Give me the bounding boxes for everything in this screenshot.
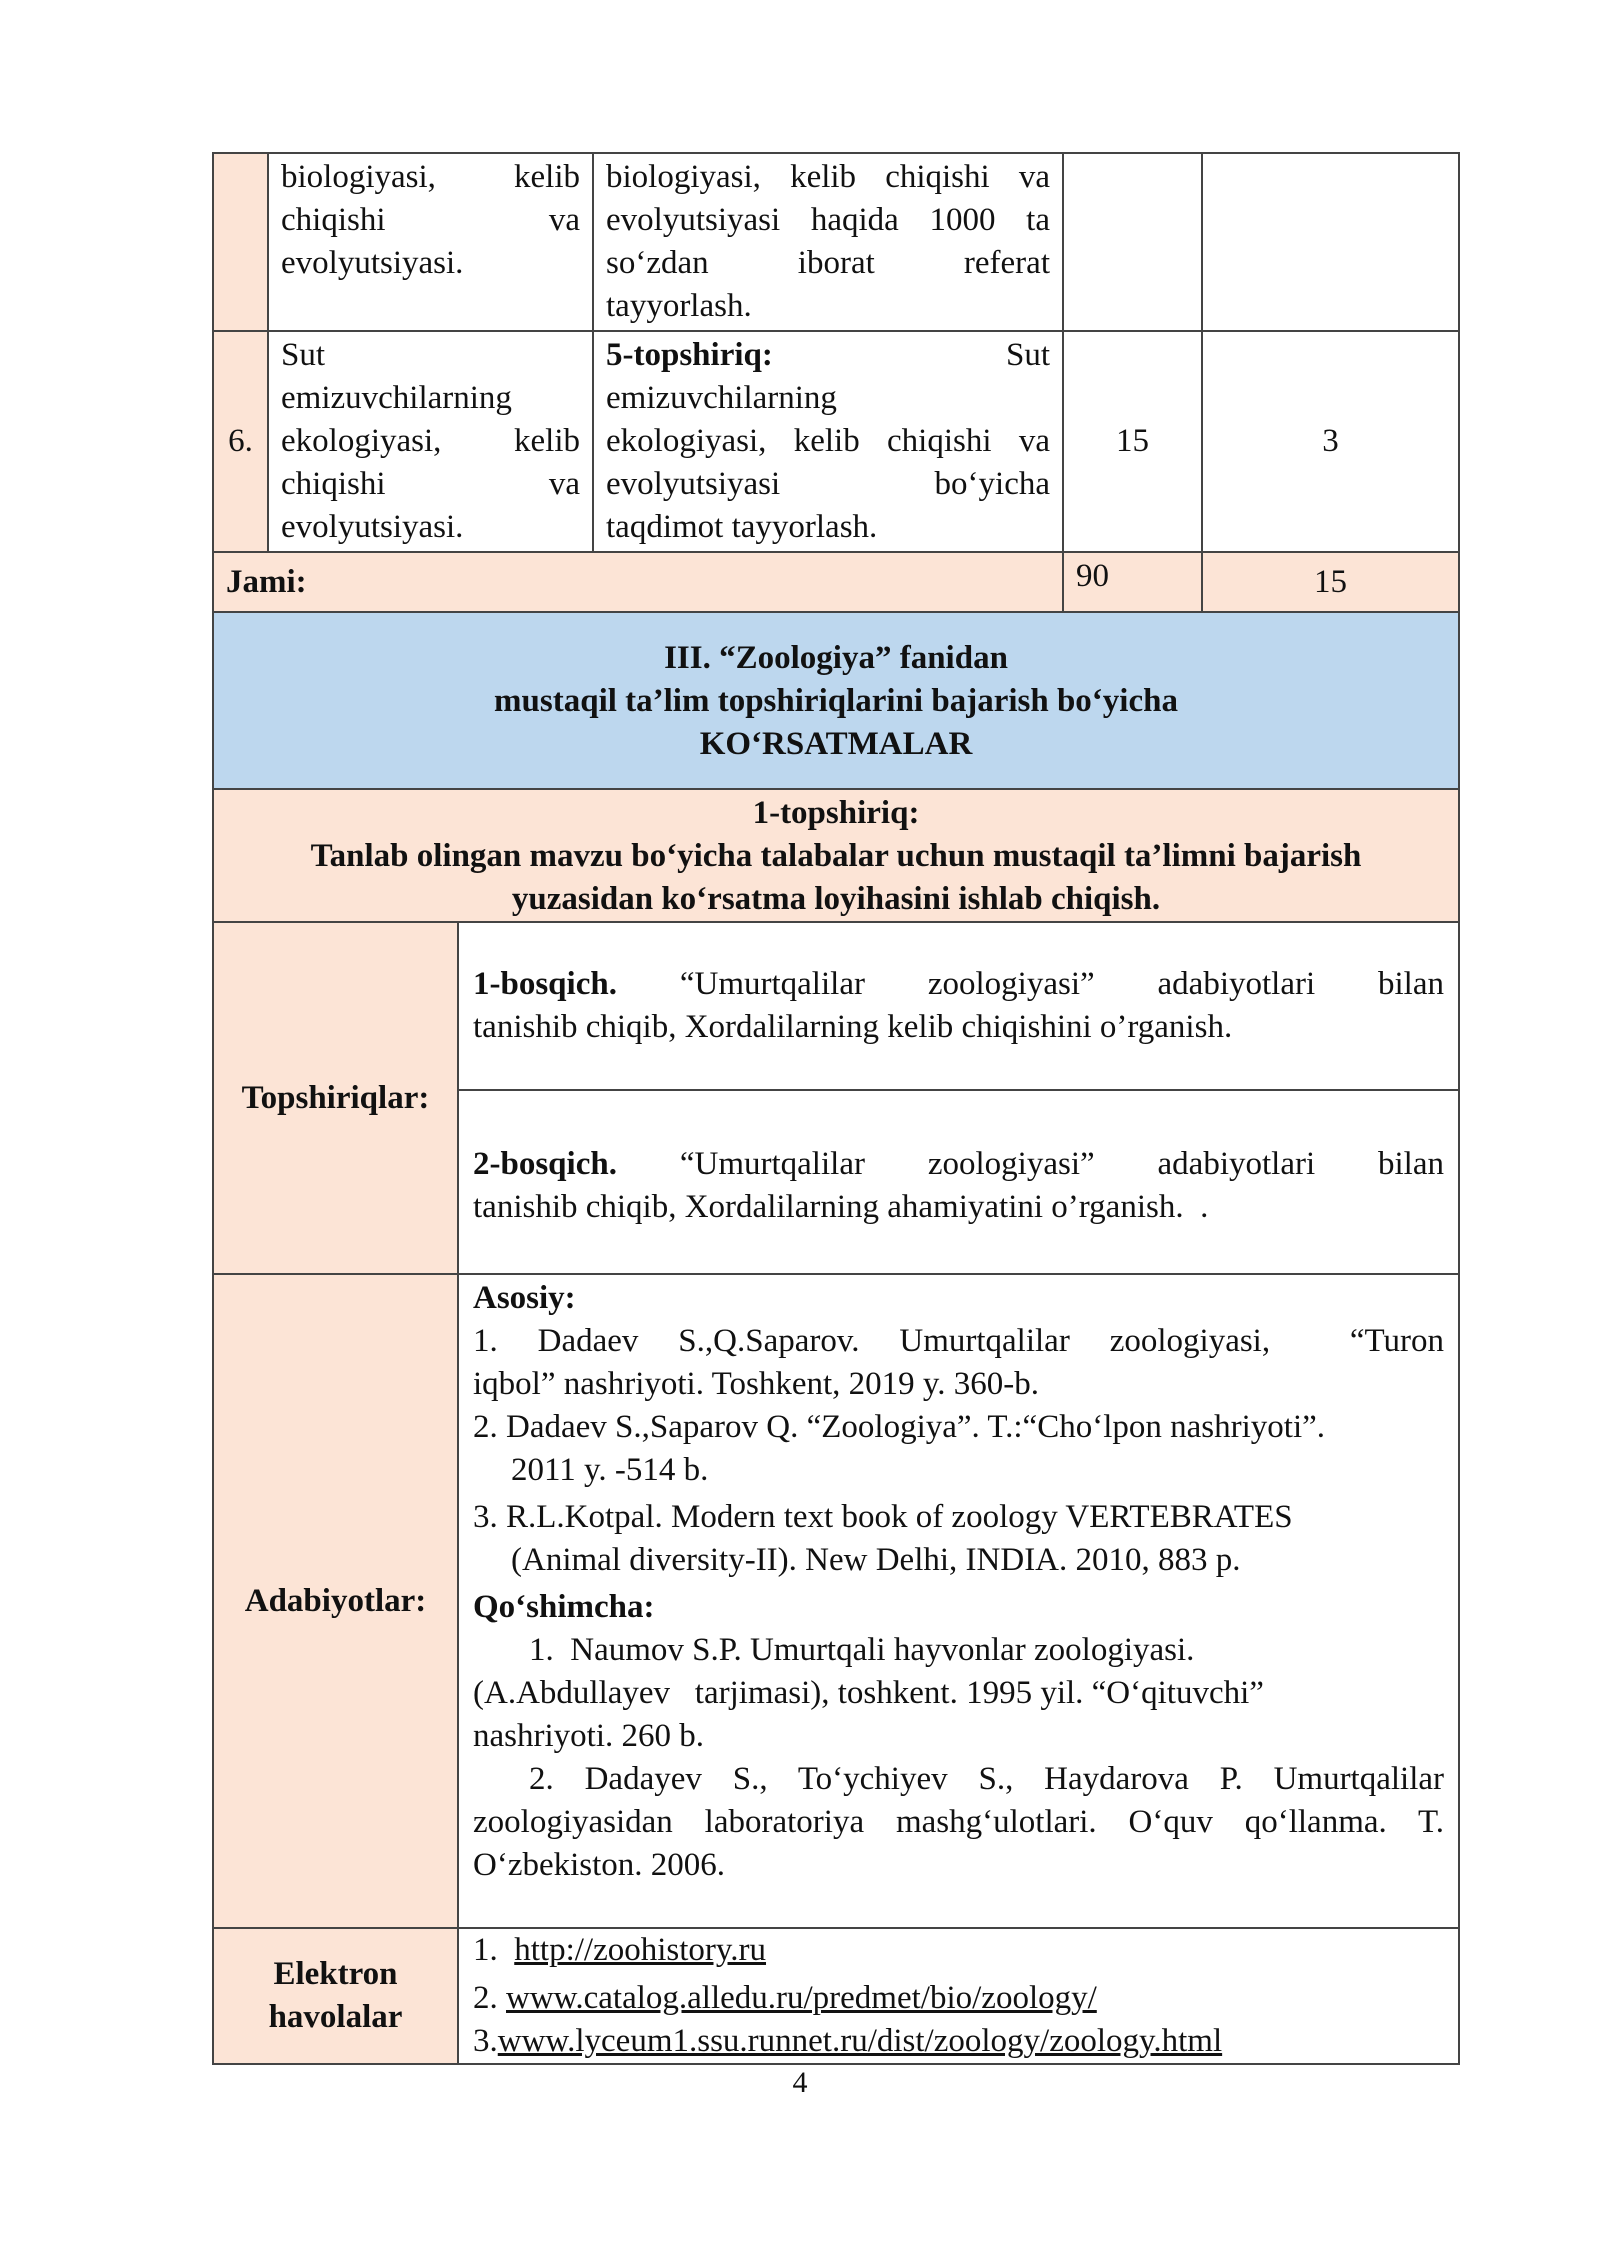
task1-heading-row <box>213 789 1459 922</box>
adabiyotlar-row <box>213 1274 1459 1928</box>
row-number-cell <box>213 153 268 331</box>
section-heading-row <box>213 612 1459 789</box>
extra-literature-item <box>473 1758 1444 1887</box>
link-item <box>473 1929 1444 1972</box>
stage1-line1 <box>473 963 1444 1006</box>
stage1-line2: tanishib chiqib, Xordalilarning kelib chiqishini o’rganish. <box>473 1009 1233 1045</box>
topic-cell <box>268 153 593 331</box>
main-literature-item <box>473 1496 1444 1582</box>
stage2-text: “Umurtqalilar zoologiyasi” adabiyotlari bilan <box>679 1146 1445 1182</box>
document-page <box>212 152 1458 2065</box>
task-line: emizuvchilarning <box>606 380 837 416</box>
score-cell <box>1202 153 1459 331</box>
stage1-row <box>213 922 1459 1090</box>
extra-literature-line: (A.Abdullayev tarjimasi), toshkent. 1995 yil. “O‘qituvchi” <box>473 1675 1264 1711</box>
links-row <box>213 1928 1459 2064</box>
extra-literature-line: 2. Dadayev S., To‘ychiyev S., Haydarova P. Umurtqalilar <box>529 1761 1445 1797</box>
topic-line: evolyutsiyasi. <box>281 509 464 545</box>
topic-line: emizuvchilarning <box>281 380 512 416</box>
total-label: Jami: <box>213 552 1063 612</box>
task-title-line <box>606 334 1050 377</box>
links-label-line: Elektron <box>273 1956 398 1992</box>
plan-row-5 <box>213 153 1459 331</box>
link-item <box>473 1977 1444 2020</box>
extra-literature-line: O‘zbekiston. 2006. <box>473 1847 726 1883</box>
total-score: 15 <box>1202 552 1459 612</box>
lyceum1-link[interactable]: www.lyceum1.ssu.runnet.ru/dist/zoology/zoology.html <box>497 2023 1223 2059</box>
main-literature-line: 2011 y. -514 b. <box>511 1452 709 1488</box>
task-line: biologiyasi, kelib chiqishi va <box>606 159 1050 195</box>
task1-subtitle-line: yuzasidan ko‘rsatma loyihasini ishlab chiqish. <box>511 881 1161 917</box>
link-number: 2. <box>473 1980 506 2016</box>
main-literature-line: 3. R.L.Kotpal. Modern text book of zoology VERTEBRATES <box>473 1499 1293 1535</box>
task-line: tayyorlash. <box>606 288 752 324</box>
section-title-line: III. “Zoologiya” fanidan <box>664 640 1008 676</box>
adabiyotlar-label: Adabiyotlar: <box>213 1274 458 1928</box>
task-cell <box>593 153 1063 331</box>
topic-line: ekologiyasi, kelib <box>281 423 580 459</box>
extra-literature-line: 1. Naumov S.P. Umurtqali hayvonlar zoologiyasi. <box>529 1632 1195 1668</box>
task-line: so‘zdan iborat referat <box>606 245 1050 281</box>
task-cell <box>593 331 1063 552</box>
main-literature-line: 2. Dadaev S.,Saparov Q. “Zoologiya”. T.:“Cho‘lpon nashriyoti”. <box>473 1409 1326 1445</box>
section-title-line: mustaqil ta’lim topshiriqlarini bajarish bo‘yicha <box>494 683 1178 719</box>
main-literature-heading: Asosiy: <box>473 1280 576 1316</box>
topic-line: chiqishi va <box>281 202 580 238</box>
topic-line: evolyutsiyasi. <box>281 245 464 281</box>
extra-literature-heading: Qo‘shimcha: <box>473 1589 655 1625</box>
stage1-title: 1-bosqich. <box>473 966 617 1002</box>
plan-total-row <box>213 552 1459 612</box>
topic-line: Sut <box>281 337 326 373</box>
stage2-title: 2-bosqich. <box>473 1146 617 1182</box>
catalog-alledu-link[interactable]: www.catalog.alledu.ru/predmet/bio/zoology/ <box>506 1980 1097 2016</box>
section-heading <box>213 612 1459 789</box>
task-line: ekologiyasi, kelib chiqishi va <box>606 423 1050 459</box>
extra-literature-item <box>473 1629 1444 1758</box>
topshiriqlar-label: Topshiriqlar: <box>213 922 458 1274</box>
main-literature-item <box>473 1320 1444 1406</box>
total-hours: 90 <box>1063 552 1202 612</box>
stage2-line1 <box>473 1143 1444 1186</box>
guidance-table <box>212 611 1460 2065</box>
task1-heading <box>213 789 1459 922</box>
plan-row-6 <box>213 331 1459 552</box>
link-item <box>473 2020 1444 2063</box>
task1-title: 1-topshiriq: <box>752 795 920 831</box>
task-line: evolyutsiyasi bo‘yicha <box>606 466 1050 502</box>
task-title: 5-topshiriq: <box>606 337 773 373</box>
row-number-cell: 6. <box>213 331 268 552</box>
links-cell <box>458 1928 1459 2064</box>
main-literature-line: (Animal diversity-II). New Delhi, INDIA. 2010, 883 p. <box>511 1542 1241 1578</box>
plan-table <box>212 152 1460 613</box>
topic-line: chiqishi va <box>281 466 580 502</box>
main-literature-line: iqbol” nashriyoti. Toshkent, 2019 y. 360-b. <box>473 1366 1039 1402</box>
hours-cell: 15 <box>1063 331 1202 552</box>
task-line: evolyutsiyasi haqida 1000 ta <box>606 202 1050 238</box>
section-title-line: KO‘RSATMALAR <box>699 726 973 762</box>
main-literature-item <box>473 1406 1444 1492</box>
adabiyotlar-cell <box>458 1274 1459 1928</box>
hours-cell <box>1063 153 1202 331</box>
link-number: 3. <box>473 2023 498 2059</box>
main-literature-line: 1. Dadaev S.,Q.Saparov. Umurtqalilar zoologiyasi, “Turon <box>473 1323 1445 1359</box>
page-number: 4 <box>792 2066 808 2099</box>
topic-line: biologiyasi, kelib <box>281 159 580 195</box>
topic-cell <box>268 331 593 552</box>
links-label <box>213 1928 458 2064</box>
stage1-cell <box>458 922 1459 1090</box>
stage2-line2: tanishib chiqib, Xordalilarning ahamiyatini o’rganish. . <box>473 1189 1209 1225</box>
stage2-cell <box>458 1090 1459 1274</box>
links-label-line: havolalar <box>268 1999 403 2035</box>
extra-literature-line: zoologiyasidan laboratoriya mashg‘ulotlari. O‘quv qo‘llanma. T. <box>473 1804 1445 1840</box>
zoohistory-link[interactable]: http://zoohistory.ru <box>514 1932 767 1968</box>
extra-literature-line: nashriyoti. 260 b. <box>473 1718 704 1754</box>
task1-subtitle-line: Tanlab olingan mavzu bo‘yicha talabalar uchun mustaqil ta’limni bajarish <box>310 838 1362 874</box>
score-cell: 3 <box>1202 331 1459 552</box>
task-first-word: Sut <box>1005 337 1050 373</box>
link-number: 1. <box>473 1932 515 1968</box>
stage1-text: “Umurtqalilar zoologiyasi” adabiyotlari bilan <box>679 966 1445 1002</box>
task-line: taqdimot tayyorlash. <box>606 509 878 545</box>
